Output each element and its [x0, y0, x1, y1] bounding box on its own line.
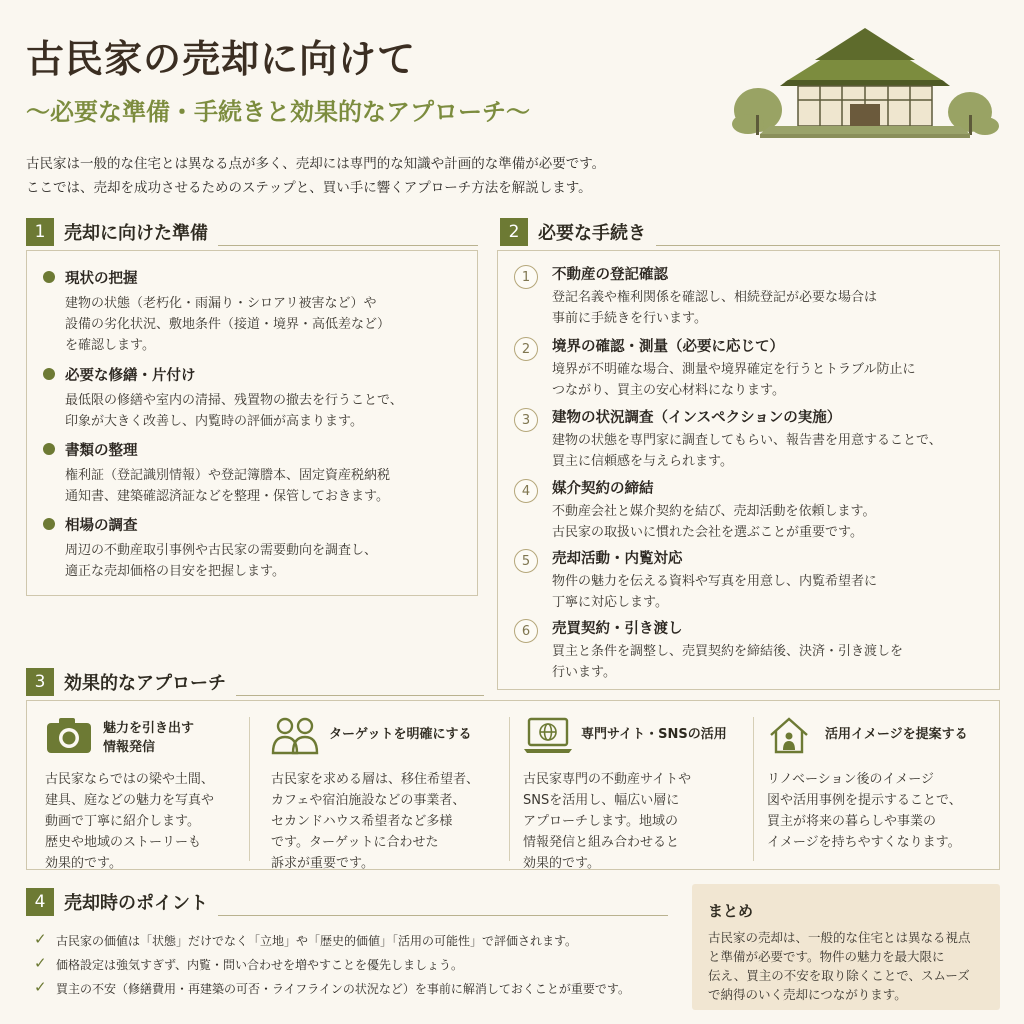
people-icon — [271, 715, 321, 755]
summary-text — [708, 928, 971, 1004]
check-icon: ✓ — [34, 954, 47, 972]
text-line: 物件の魅力を伝える資料や写真を用意し、内覧希望者に — [552, 574, 878, 589]
text-line: 建物の状態を専門家に調査してもらい、報告書を用意することで、 — [552, 433, 942, 448]
text-line: 周辺の不動産取引事例や古民家の需要動向を調査し、 — [65, 543, 378, 558]
prep-item — [43, 514, 377, 582]
step-text — [552, 430, 942, 472]
step-title: 媒介契約の締結 — [552, 481, 654, 497]
step-text — [552, 501, 875, 543]
step-number: 6 — [514, 619, 538, 643]
text-line: 動画で丁寧に紹介します。 — [45, 814, 200, 829]
text-line: 印象が大きく改善し、内覧時の評価が高まります。 — [65, 414, 363, 429]
step-number: 3 — [514, 408, 538, 432]
text-line: 古民家の取扱いに慣れた会社を選ぶことが重要です。 — [552, 525, 863, 540]
section-title: 売却に向けた準備 — [64, 223, 208, 244]
approach-title: 活用イメージを提案する — [825, 727, 968, 742]
bullet-dot — [43, 271, 55, 283]
text-line: 設備の劣化状況、敷地条件（接道・境界・高低差など） — [65, 317, 391, 332]
step-title: 売却活動・内覧対応 — [552, 551, 683, 567]
section-1-header — [26, 218, 478, 246]
intro-line: 古民家は一般的な住宅とは異なる点が多く、売却には専門的な知識や計画的な準備が必要です。 — [26, 156, 606, 172]
text-line: 買主と条件を調整し、売買契約を締結後、決済・引き渡しを — [552, 644, 904, 659]
section-number: 2 — [500, 218, 528, 246]
page-title: 古民家の売却に向けて — [26, 36, 417, 81]
text-line: 建物の状態（老朽化・雨漏り・シロアリ被害など）や — [65, 296, 377, 311]
step-title: 建物の状況調査（インスペクションの実施） — [552, 410, 842, 426]
column-divider — [249, 717, 250, 861]
approach-box — [26, 700, 1000, 870]
step-number: 2 — [514, 337, 538, 361]
prep-item-title: 必要な修繕・片付け — [65, 368, 196, 384]
step-text — [552, 359, 915, 401]
text-line: 古民家の売却は、一般的な住宅とは異なる視点 — [708, 930, 971, 945]
text-line: です。ターゲットに合わせた — [271, 835, 439, 850]
prep-item — [43, 364, 403, 432]
column-divider — [509, 717, 510, 861]
approach-text — [45, 769, 214, 874]
procedure-step — [514, 479, 875, 543]
approach-text — [767, 769, 962, 853]
summary-box — [692, 884, 1000, 1010]
text-line: 効果的です。 — [45, 856, 122, 871]
text-line: 事前に手続きを行います。 — [552, 311, 707, 326]
text-line: 図や活用事例を提示することで、 — [767, 793, 962, 808]
text-line: を確認します。 — [65, 338, 155, 353]
step-number: 1 — [514, 265, 538, 289]
procedures-box — [497, 250, 1000, 690]
section-number: 1 — [26, 218, 54, 246]
text-line: アプローチします。地域の — [523, 814, 678, 829]
section-divider — [656, 245, 1000, 246]
column-divider — [753, 717, 754, 861]
intro-line: ここでは、売却を成功させるためのステップと、買い手に響くアプローチ方法を解説します。 — [26, 180, 592, 196]
section-divider — [218, 915, 668, 916]
prep-item-text — [65, 293, 390, 356]
section-2-header — [500, 218, 1000, 246]
procedure-step — [514, 408, 942, 472]
text-line: 登記名義や権利関係を確認し、相続登記が必要な場合は — [552, 290, 878, 305]
step-number: 5 — [514, 549, 538, 573]
approach-title: 専門サイト・SNSの活用 — [581, 727, 727, 742]
procedure-step — [514, 265, 877, 329]
text-line: 不動産会社と媒介契約を結び、売却活動を依頼します。 — [552, 504, 876, 519]
prep-item-title: 書類の整理 — [65, 443, 138, 459]
points-list — [26, 928, 686, 1008]
text-line: イメージを持ちやすくなります。 — [767, 835, 961, 850]
check-icon: ✓ — [34, 930, 47, 948]
procedure-step — [514, 619, 903, 683]
text-line: で納得のいく売却につながります。 — [708, 987, 907, 1002]
point-text: 買主の不安（修繕費用・再建築の可否・ライフラインの状況など）を事前に解消しておくことが重要です。 — [56, 982, 630, 996]
text-line: 歴史や地域のストーリーも — [45, 835, 202, 850]
preparation-box — [26, 250, 478, 596]
intro-text — [26, 152, 605, 200]
text-line: つながり、買主の安心材料になります。 — [552, 383, 785, 398]
text-line: カフェや宿泊施設などの事業者、 — [271, 793, 466, 808]
house-person-icon — [767, 715, 817, 755]
text-line: 古民家専門の不動産サイトや — [523, 772, 692, 787]
text-line: SNSを活用し、幅広い層に — [523, 793, 680, 808]
approach-title: ターゲットを明確にする — [329, 727, 472, 742]
section-4-header — [26, 888, 668, 916]
step-text — [552, 571, 877, 613]
step-title: 境界の確認・測量（必要に応じて） — [552, 339, 784, 355]
traditional-house-illustration — [730, 20, 1000, 145]
point-item — [34, 978, 630, 997]
text-line: 買主に信頼感を与えられます。 — [552, 454, 733, 469]
prep-item-text — [65, 465, 390, 507]
page-subtitle: ～必要な準備・手続きと効果的なアプローチ～ — [26, 97, 530, 126]
approach-title — [103, 719, 194, 757]
point-text: 古民家の価値は「状態」だけでなく「立地」や「歴史的価値」「活用の可能性」で評価されます。 — [56, 934, 578, 948]
section-number: 4 — [26, 888, 54, 916]
laptop-globe-icon — [523, 715, 573, 755]
text-line: 訴求が重要です。 — [271, 856, 374, 871]
prep-item — [43, 267, 390, 356]
title-line: 魅力を引き出す — [103, 721, 195, 736]
text-line: 権利証（登記識別情報）や登記簿謄本、固定資産税納税 — [65, 468, 391, 483]
text-line: 情報発信と組み合わせると — [523, 835, 680, 850]
camera-icon — [45, 715, 95, 755]
text-line: 伝え、買主の不安を取り除くことで、スムーズ — [708, 968, 970, 983]
step-title: 不動産の登記確認 — [552, 267, 668, 283]
text-line: 最低限の修繕や室内の清掃、残置物の撤去を行うことで、 — [65, 393, 403, 408]
summary-title: まとめ — [708, 902, 754, 920]
section-number: 3 — [26, 668, 54, 696]
check-icon: ✓ — [34, 978, 47, 996]
text-line: 古民家を求める層は、移住希望者、 — [271, 772, 480, 787]
text-line: 買主が将来の暮らしや事業の — [767, 814, 937, 829]
procedure-step — [514, 337, 915, 401]
prep-item-text — [65, 390, 403, 432]
text-line: と準備が必要です。物件の魅力を最大限に — [708, 949, 945, 964]
section-title: 効果的なアプローチ — [64, 673, 226, 694]
text-line: リノベーション後のイメージ — [767, 772, 935, 787]
text-line: 適正な売却価格の目安を把握します。 — [65, 564, 285, 579]
text-line: 行います。 — [552, 665, 616, 680]
text-line: 古民家ならではの梁や土間、 — [45, 772, 214, 787]
procedure-step — [514, 549, 877, 613]
text-line: 境界が不明確な場合、測量や境界確定を行うとトラブル防止に — [552, 362, 916, 377]
section-divider — [218, 245, 478, 246]
prep-item — [43, 439, 390, 507]
point-text: 価格設定は強気すぎず、内覧・問い合わせを増やすことを優先しましょう。 — [56, 958, 464, 972]
text-line: 建具、庭などの魅力を写真や — [45, 793, 215, 808]
prep-item-title: 現状の把握 — [65, 271, 138, 287]
point-item — [34, 930, 578, 949]
prep-item-title: 相場の調査 — [65, 518, 138, 534]
step-text — [552, 641, 903, 683]
point-item — [34, 954, 464, 973]
bullet-dot — [43, 443, 55, 455]
text-line: 効果的です。 — [523, 856, 600, 871]
section-divider — [236, 695, 484, 696]
section-3-header — [26, 668, 484, 696]
step-text — [552, 287, 877, 329]
text-line: 通知書、建築確認済証などを整理・保管しておきます。 — [65, 489, 389, 504]
section-title: 必要な手続き — [538, 223, 646, 244]
step-title: 売買契約・引き渡し — [552, 621, 683, 637]
approach-text — [523, 769, 691, 874]
text-line: 丁寧に対応します。 — [552, 595, 668, 610]
prep-item-text — [65, 540, 377, 582]
section-title: 売却時のポイント — [64, 893, 208, 914]
step-number: 4 — [514, 479, 538, 503]
bullet-dot — [43, 368, 55, 380]
bullet-dot — [43, 518, 55, 530]
text-line: セカンドハウス希望者など多様 — [271, 814, 453, 829]
title-line: 情報発信 — [103, 740, 156, 755]
approach-text — [271, 769, 479, 874]
